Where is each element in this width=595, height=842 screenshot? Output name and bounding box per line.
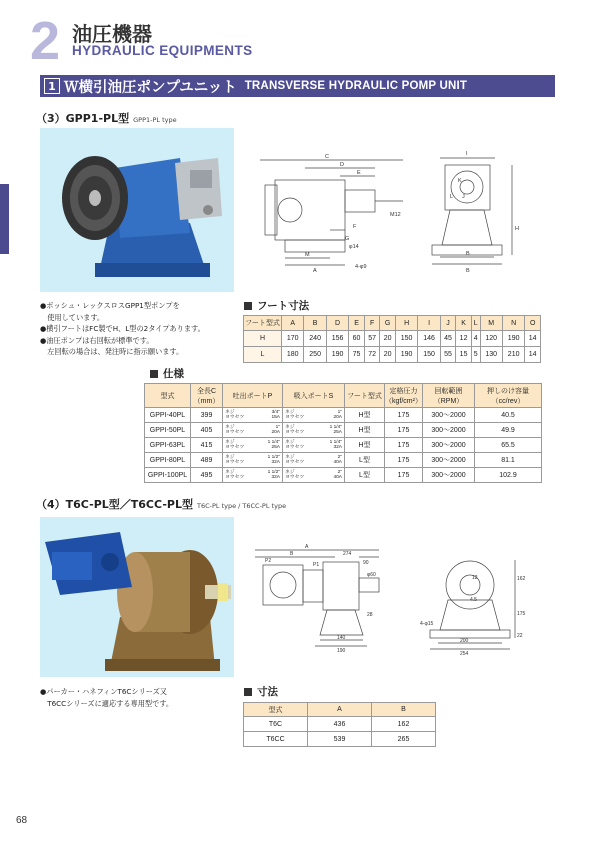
foot-dimension-table xyxy=(243,315,541,363)
table-cell: 120 xyxy=(480,331,502,347)
table-cell: 49.9 xyxy=(475,423,542,438)
table-cell: 57 xyxy=(364,331,380,347)
note-line: T6CCシリーズに適応する専用型です。 xyxy=(40,698,174,708)
dim-label-200: 200 xyxy=(460,638,469,644)
bullet-square-icon xyxy=(244,688,252,696)
dim-label-h: H xyxy=(515,226,519,232)
dim-table-title xyxy=(244,684,278,699)
table-cell: 12 xyxy=(456,331,472,347)
table-cell: GPPI-100PL xyxy=(145,468,191,483)
port-type: ネジ ヨウセツ xyxy=(285,439,305,450)
table-cell: 72 xyxy=(364,347,380,363)
table-cell: H xyxy=(244,331,282,347)
port-label-p2: P2 xyxy=(265,558,272,564)
table-cell: 150 xyxy=(395,331,417,347)
gpp1-front-drawing xyxy=(420,140,530,275)
table-header-cell: E xyxy=(349,316,365,331)
table-cell: 40.5 xyxy=(475,408,542,423)
port-type: ネジ ヨウセツ xyxy=(225,454,245,465)
dim-label-i: I xyxy=(466,151,468,157)
table-header-cell: 回転範囲 （RPM） xyxy=(423,384,475,408)
side-index-tab xyxy=(0,184,9,254)
table-header-cell: M xyxy=(480,316,502,331)
table-cell: H型 xyxy=(345,408,385,423)
port-type: ネジ ヨウセツ xyxy=(285,409,305,420)
port-cell xyxy=(223,438,283,453)
dim-label-b: B xyxy=(466,268,470,274)
port-cell xyxy=(283,408,345,423)
table-header-cell: B xyxy=(372,703,436,717)
table-cell: GPPI-80PL xyxy=(145,453,191,468)
gpp1-pump-photo xyxy=(40,128,234,292)
table-header-cell: G xyxy=(380,316,396,331)
table-cell: H型 xyxy=(345,423,385,438)
port-type: ネジ ヨウセツ xyxy=(225,469,245,480)
bullet-square-icon xyxy=(150,370,158,378)
table-header-cell: K xyxy=(456,316,472,331)
table-cell: 240 xyxy=(304,331,326,347)
table-header-cell: フート型式 xyxy=(244,316,282,331)
dim-label-4-5: 4.5 xyxy=(470,597,477,603)
table-cell: 130 xyxy=(480,347,502,363)
table-row xyxy=(145,453,542,468)
port-cell xyxy=(223,408,283,423)
table-cell: 150 xyxy=(418,347,440,363)
table-header-cell: N xyxy=(502,316,524,331)
table-cell: L型 xyxy=(345,453,385,468)
dim-label-162: 162 xyxy=(517,576,526,582)
port-type: ネジ ヨウセツ xyxy=(285,469,305,480)
table-cell: T6CC xyxy=(244,732,308,747)
port-type: ネジ ヨウセツ xyxy=(225,424,245,435)
table-header-cell: 全長C （mm） xyxy=(191,384,223,408)
table-cell: 55 xyxy=(440,347,456,363)
table-cell: 415 xyxy=(191,438,223,453)
section4-notes xyxy=(40,686,173,709)
dim-label-175: 175 xyxy=(517,611,526,617)
foot-table-title xyxy=(244,298,309,313)
table-cell: 265 xyxy=(372,732,436,747)
port-size: 1 1/4" 32A xyxy=(329,439,342,450)
section4-title xyxy=(36,496,286,512)
dim-label-j: J xyxy=(462,194,465,200)
table-cell: 495 xyxy=(191,468,223,483)
port-cell xyxy=(283,438,345,453)
port-cell xyxy=(283,453,345,468)
note-line: 左回転の場合は、発注時に指示願います。 xyxy=(40,347,184,356)
spec-table-title xyxy=(150,366,184,381)
dim-label-b: B xyxy=(290,551,294,557)
table-header-cell: F xyxy=(364,316,380,331)
table-cell: 399 xyxy=(191,408,223,423)
table-cell: 102.9 xyxy=(475,468,542,483)
table-cell: 81.1 xyxy=(475,453,542,468)
port-cell xyxy=(283,423,345,438)
chapter-number: 2 xyxy=(30,11,61,71)
table-cell: 210 xyxy=(502,347,524,363)
dim-label-d: D xyxy=(340,162,344,168)
port-cell xyxy=(283,468,345,483)
dim-label-c: C xyxy=(325,154,329,160)
note-line: ●横引フートはFC製でH、L型の2タイプあります。 xyxy=(40,324,205,333)
dim-label-a: A xyxy=(305,544,309,550)
table-cell: 5 xyxy=(471,347,480,363)
table-cell: 190 xyxy=(502,331,524,347)
table-cell: 65.5 xyxy=(475,438,542,453)
banner-title-jp: Ｗ横引油圧ポンプユニット xyxy=(64,79,237,96)
table-row xyxy=(244,347,541,363)
port-type: ネジ ヨウセツ xyxy=(225,439,245,450)
port-cell xyxy=(223,468,283,483)
gpp1-side-drawing xyxy=(245,140,410,275)
table-cell: 300～2000 xyxy=(423,468,475,483)
chapter-title-jp: 油圧機器 xyxy=(72,22,152,46)
dim-label-g: G xyxy=(345,236,350,242)
table-header-cell: 型式 xyxy=(244,703,308,717)
section4-subtitle: T6C-PL type / T6CC-PL type xyxy=(196,502,287,510)
table-header-cell: 定格圧力 （kgf/cm²） xyxy=(385,384,423,408)
table-cell: GPPI-40PL xyxy=(145,408,191,423)
table-row xyxy=(244,331,541,347)
port-size: 1 1/4" 25A xyxy=(329,424,342,435)
table-header-cell: 吸入ポートS xyxy=(283,384,345,408)
table-header-cell: フート型式 xyxy=(345,384,385,408)
dim-label-m: M xyxy=(305,252,310,258)
table-cell: 15 xyxy=(456,347,472,363)
table-header-cell: B xyxy=(304,316,326,331)
table-cell: 45 xyxy=(440,331,456,347)
section4-title-text: （4）T6C-PL型／T6CC-PL型 xyxy=(36,498,193,511)
table-row xyxy=(145,423,542,438)
table-header-cell: J xyxy=(440,316,456,331)
dim-label-12: 12 xyxy=(472,575,478,581)
table-cell: 175 xyxy=(385,453,423,468)
table-cell: T6C xyxy=(244,717,308,732)
dim-label-28: 28 xyxy=(367,612,373,618)
table-header-cell: 吐出ポートP xyxy=(223,384,283,408)
table-row xyxy=(244,717,436,732)
port-size: 1 1/2" 32A xyxy=(267,469,280,480)
port-type: ネジ ヨウセツ xyxy=(285,454,305,465)
dim-label-l: L xyxy=(450,194,454,200)
table-cell: 20 xyxy=(380,347,396,363)
dim-label-274: 274 xyxy=(343,551,352,557)
port-size: 3/4" 15A xyxy=(271,409,280,420)
table-cell: 300～2000 xyxy=(423,423,475,438)
port-size: 1" 20A xyxy=(333,409,342,420)
table-header-cell: 押しのけ容量 （cc/rev） xyxy=(475,384,542,408)
section3-subtitle: GPP1-PL type xyxy=(133,116,177,124)
banner-number: 1 xyxy=(44,78,60,94)
port-type: ネジ ヨウセツ xyxy=(285,424,305,435)
table-header-cell: D xyxy=(326,316,348,331)
table-cell: 175 xyxy=(385,468,423,483)
t6c-side-drawing xyxy=(245,540,385,654)
table-cell: H型 xyxy=(345,438,385,453)
foot-table-title-text: フート寸法 xyxy=(257,300,310,312)
dim-label-140: 140 xyxy=(337,635,346,641)
port-cell xyxy=(223,423,283,438)
table-cell: GPPI-50PL xyxy=(145,423,191,438)
dim-label-k: K xyxy=(458,178,462,184)
table-cell: L型 xyxy=(345,468,385,483)
table-cell: 250 xyxy=(304,347,326,363)
table-cell: 14 xyxy=(525,331,541,347)
table-cell: 190 xyxy=(326,347,348,363)
table-cell: 489 xyxy=(191,453,223,468)
banner-title-en: TRANSVERSE HYDRAULIC POMP UNIT xyxy=(244,80,468,92)
port-cell xyxy=(223,453,283,468)
table-header-cell: I xyxy=(418,316,440,331)
table-cell: 300～2000 xyxy=(423,438,475,453)
table-cell: 20 xyxy=(380,331,396,347)
table-cell: 170 xyxy=(282,331,304,347)
table-header-row xyxy=(145,384,542,408)
dim-label-22: 22 xyxy=(517,633,523,639)
section3-notes xyxy=(40,300,205,358)
table-row xyxy=(145,468,542,483)
table-header-cell: A xyxy=(282,316,304,331)
dim-label-190: 190 xyxy=(337,648,346,654)
dim-label-254: 254 xyxy=(460,651,469,657)
note-line: ●ボッシュ・レックスロスGPP1型ポンプを xyxy=(40,301,180,310)
table-header-row xyxy=(244,703,436,717)
spec-table xyxy=(144,383,542,483)
spec-table-title-text: 仕様 xyxy=(163,368,184,380)
dim-label-f: F xyxy=(353,224,357,230)
table-cell: 60 xyxy=(349,331,365,347)
table-header-cell: O xyxy=(525,316,541,331)
table-cell: 190 xyxy=(395,347,417,363)
port-size: 2" 40A xyxy=(333,469,342,480)
table-row xyxy=(145,408,542,423)
table-cell: 175 xyxy=(385,408,423,423)
table-header-cell: A xyxy=(308,703,372,717)
dim-table-title-text: 寸法 xyxy=(257,686,278,698)
table-cell: 146 xyxy=(418,331,440,347)
port-label-p1: P1 xyxy=(313,562,320,568)
dim-label-phi60: φ60 xyxy=(367,572,376,578)
table-cell: 405 xyxy=(191,423,223,438)
t6c-pump-image xyxy=(40,517,234,677)
port-size: 2" 40A xyxy=(333,454,342,465)
table-cell: 162 xyxy=(372,717,436,732)
port-size: 1 1/2" 32A xyxy=(267,454,280,465)
table-cell: GPPI-63PL xyxy=(145,438,191,453)
table-header-cell: L xyxy=(471,316,480,331)
bullet-square-icon xyxy=(244,302,252,310)
section3-title xyxy=(36,110,177,126)
section3-title-text: （3）GPP1-PL型 xyxy=(36,112,130,125)
table-cell: L xyxy=(244,347,282,363)
page-number: 68 xyxy=(16,815,28,826)
table-cell: 4 xyxy=(471,331,480,347)
note-line: 使用しています。 xyxy=(40,312,105,322)
table-cell: 539 xyxy=(308,732,372,747)
dim-label-a: A xyxy=(313,268,317,274)
table-cell: 300～2000 xyxy=(423,453,475,468)
t6c-front-drawing xyxy=(420,545,525,655)
table-cell: 156 xyxy=(326,331,348,347)
table-cell: 180 xyxy=(282,347,304,363)
table-cell: 75 xyxy=(349,347,365,363)
table-cell: 14 xyxy=(525,347,541,363)
t6c-dimension-table xyxy=(243,702,436,747)
table-cell: 175 xyxy=(385,438,423,453)
dim-label-bolt: 4-φ9 xyxy=(355,264,367,270)
table-cell: 175 xyxy=(385,423,423,438)
note-line: ●油圧ポンプは右回転が標準です。 xyxy=(40,335,154,345)
table-header-row xyxy=(244,316,541,331)
port-type: ネジ ヨウセツ xyxy=(225,409,245,420)
section-banner xyxy=(40,75,555,97)
port-size: 1" 20A xyxy=(271,424,280,435)
table-row xyxy=(244,732,436,747)
table-cell: 436 xyxy=(308,717,372,732)
dim-label-e: E xyxy=(357,170,361,176)
dim-label-m12: M12 xyxy=(390,212,401,218)
note-line: ●パーカー・ハネフィンT6Cシリーズ又 xyxy=(40,687,167,696)
dim-label-n: B xyxy=(466,251,470,257)
gpp1-pump-image xyxy=(40,128,234,292)
dim-label-bolt: 4-φ15 xyxy=(420,621,434,627)
chapter-title-en: HYDRAULIC EQUIPMENTS xyxy=(72,43,253,58)
table-cell: 300～2000 xyxy=(423,408,475,423)
table-header-cell: H xyxy=(395,316,417,331)
table-header-cell: 型式 xyxy=(145,384,191,408)
table-row xyxy=(145,438,542,453)
dim-label-90: 90 xyxy=(363,560,369,566)
dim-label-phi14: φ14 xyxy=(349,244,359,250)
port-size: 1 1/4" 25A xyxy=(267,439,280,450)
t6c-pump-photo xyxy=(40,517,234,677)
